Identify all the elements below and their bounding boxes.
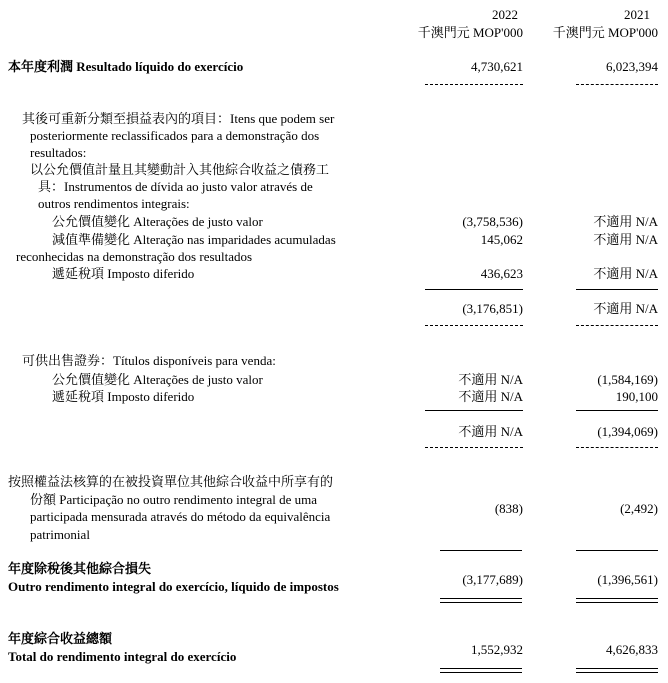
afs-subtotal-rule-2022 — [425, 447, 523, 448]
afs-subtotal-2021: (1,394,069) — [597, 424, 658, 439]
debt-heading-line2: 具：Instrumentos de dívida ao justo valor através de — [38, 179, 313, 194]
afs-rule-2022 — [425, 410, 523, 411]
reclass-rule-2022 — [425, 289, 523, 290]
reclass-deferred-tax-2022: 436,623 — [480, 266, 523, 281]
oci-label-zh: 年度除稅後其他綜合損失 — [8, 561, 152, 576]
oci-2022: (3,177,689) — [462, 572, 523, 587]
reclass-heading-line3: resultados: — [30, 145, 87, 160]
afs-heading: 可供出售證券：Títulos disponíveis para venda: — [22, 353, 276, 368]
afs-rule-2021 — [576, 410, 658, 411]
year-2022-header: 2022 — [492, 7, 518, 22]
reclass-heading-line1: 其後可重新分類至損益表內的項目：Itens que podem ser — [22, 111, 335, 126]
profit-2022: 4,730,621 — [471, 59, 523, 74]
reclass-subtotal-rule-2022 — [425, 325, 523, 326]
unit-2021-header: 千澳門元 MOP'000 — [552, 25, 658, 40]
impairment-label-line1: 減值準備變化 Alteração nas imparidades acumuladas — [52, 232, 336, 247]
reclass-deferred-tax-2021: 不適用 N/A — [593, 266, 658, 281]
total-rule-2021 — [576, 668, 658, 669]
afs-fv-change-2022: 不適用 N/A — [458, 372, 523, 387]
impairment-label-line2: reconhecidas na demonstração dos resultados — [16, 249, 253, 264]
equity-method-2021: (2,492) — [620, 501, 658, 516]
reclass-deferred-tax-label: 遞延稅項 Imposto diferido — [52, 266, 195, 281]
oci-label-pt: Outro rendimento integral do exercício, líquido de impostos — [8, 579, 339, 594]
reclass-subtotal-2021: 不適用 N/A — [593, 301, 658, 316]
reclass-rule-2021 — [576, 289, 658, 290]
reclass-heading-line2: posteriormente reclassificados para a demonstração dos — [30, 128, 320, 143]
debt-heading-line3: outros rendimentos integrais: — [38, 196, 190, 211]
afs-fv-change-2021: (1,584,169) — [597, 372, 658, 387]
afs-deferred-tax-label: 遞延稅項 Imposto diferido — [52, 389, 195, 404]
impairment-2022: 145,062 — [480, 232, 523, 247]
profit-rule-2022 — [425, 84, 523, 85]
year-2021-header: 2021 — [624, 7, 650, 22]
reclass-subtotal-2022: (3,176,851) — [462, 301, 523, 316]
profit-rule-2021 — [576, 84, 658, 85]
equity-method-label-line1: 按照權益法核算的在被投資單位其他綜合收益中所享有的 — [8, 474, 334, 489]
total-label-pt: Total do rendimento integral do exercício — [8, 649, 237, 664]
afs-fv-change-label: 公允價值變化 Alterações de justo valor — [52, 372, 263, 387]
impairment-2021: 不適用 N/A — [593, 232, 658, 247]
oci-rule-2022 — [440, 598, 522, 599]
equity-method-label-line3: participada mensurada através do método da equivalência — [30, 509, 331, 524]
reclass-fv-change-label: 公允價值變化 Alterações de justo valor — [52, 214, 263, 229]
equity-method-2022: (838) — [494, 501, 523, 516]
afs-deferred-tax-2022: 不適用 N/A — [458, 389, 523, 404]
afs-deferred-tax-2021: 190,100 — [615, 389, 658, 404]
unit-2022-header: 千澳門元 MOP'000 — [417, 25, 523, 40]
equity-method-label-line4: patrimonial — [30, 527, 90, 542]
profit-2021: 6,023,394 — [606, 59, 658, 74]
total-2022: 1,552,932 — [471, 642, 523, 657]
oci-rule-2021 — [576, 598, 658, 599]
reclass-subtotal-rule-2021 — [576, 325, 658, 326]
equity-method-rule-2022 — [440, 550, 522, 551]
total-label-zh: 年度綜合收益總額 — [8, 631, 113, 646]
reclass-fv-change-2021: 不適用 N/A — [593, 214, 658, 229]
total-rule-2022 — [440, 668, 522, 669]
equity-method-label-line2: 份額 Participação no outro rendimento integral de uma — [30, 492, 317, 507]
afs-subtotal-rule-2021 — [576, 447, 658, 448]
reclass-fv-change-2022: (3,758,536) — [462, 214, 523, 229]
total-2021: 4,626,833 — [606, 642, 658, 657]
oci-2021: (1,396,561) — [597, 572, 658, 587]
profit-label: 本年度利潤 Resultado líquido do exercício — [8, 59, 244, 74]
equity-method-rule-2021 — [576, 550, 658, 551]
debt-heading-line1: 以公允價值計量且其變動計入其他綜合收益之債務工 — [30, 162, 330, 177]
afs-subtotal-2022: 不適用 N/A — [458, 424, 523, 439]
